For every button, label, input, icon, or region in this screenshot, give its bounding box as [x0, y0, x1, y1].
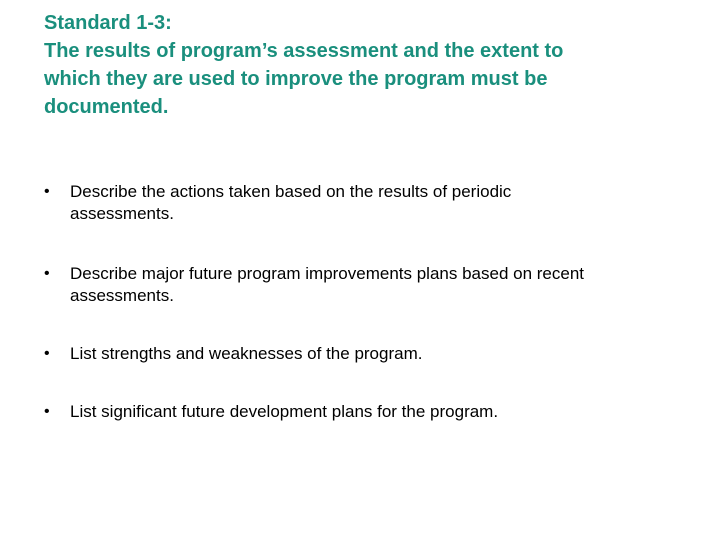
- bullet-line: assessments.: [70, 204, 174, 223]
- bullet-icon: •: [44, 345, 50, 362]
- bullet-line: Describe major future program improvements plans based on recent: [70, 264, 585, 283]
- title-line: which they are used to improve the program must be: [44, 68, 548, 90]
- bullet-item: [44, 181, 694, 225]
- bullet-icon: •: [44, 265, 50, 282]
- bullet-icon: •: [44, 183, 50, 200]
- bullet-line: Describe the actions taken based on the results of periodic: [70, 182, 512, 201]
- title-line: Standard 1-3:: [44, 12, 172, 34]
- bullet-line: List significant future development plans for the program.: [70, 402, 499, 421]
- bullet-item: [44, 401, 694, 423]
- bullet-line: List strengths and weaknesses of the program.: [70, 344, 423, 363]
- bullet-icon: •: [44, 403, 50, 420]
- bullet-text: [70, 263, 694, 307]
- bullet-text: [70, 343, 694, 365]
- bullet-item: [44, 263, 694, 307]
- title-line: The results of program’s assessment and the extent to: [44, 40, 564, 62]
- bullet-text: [70, 401, 694, 423]
- title-line: documented.: [44, 96, 169, 118]
- bullet-text: [70, 181, 694, 225]
- bullet-item: [44, 343, 694, 365]
- bullet-line: assessments.: [70, 286, 174, 305]
